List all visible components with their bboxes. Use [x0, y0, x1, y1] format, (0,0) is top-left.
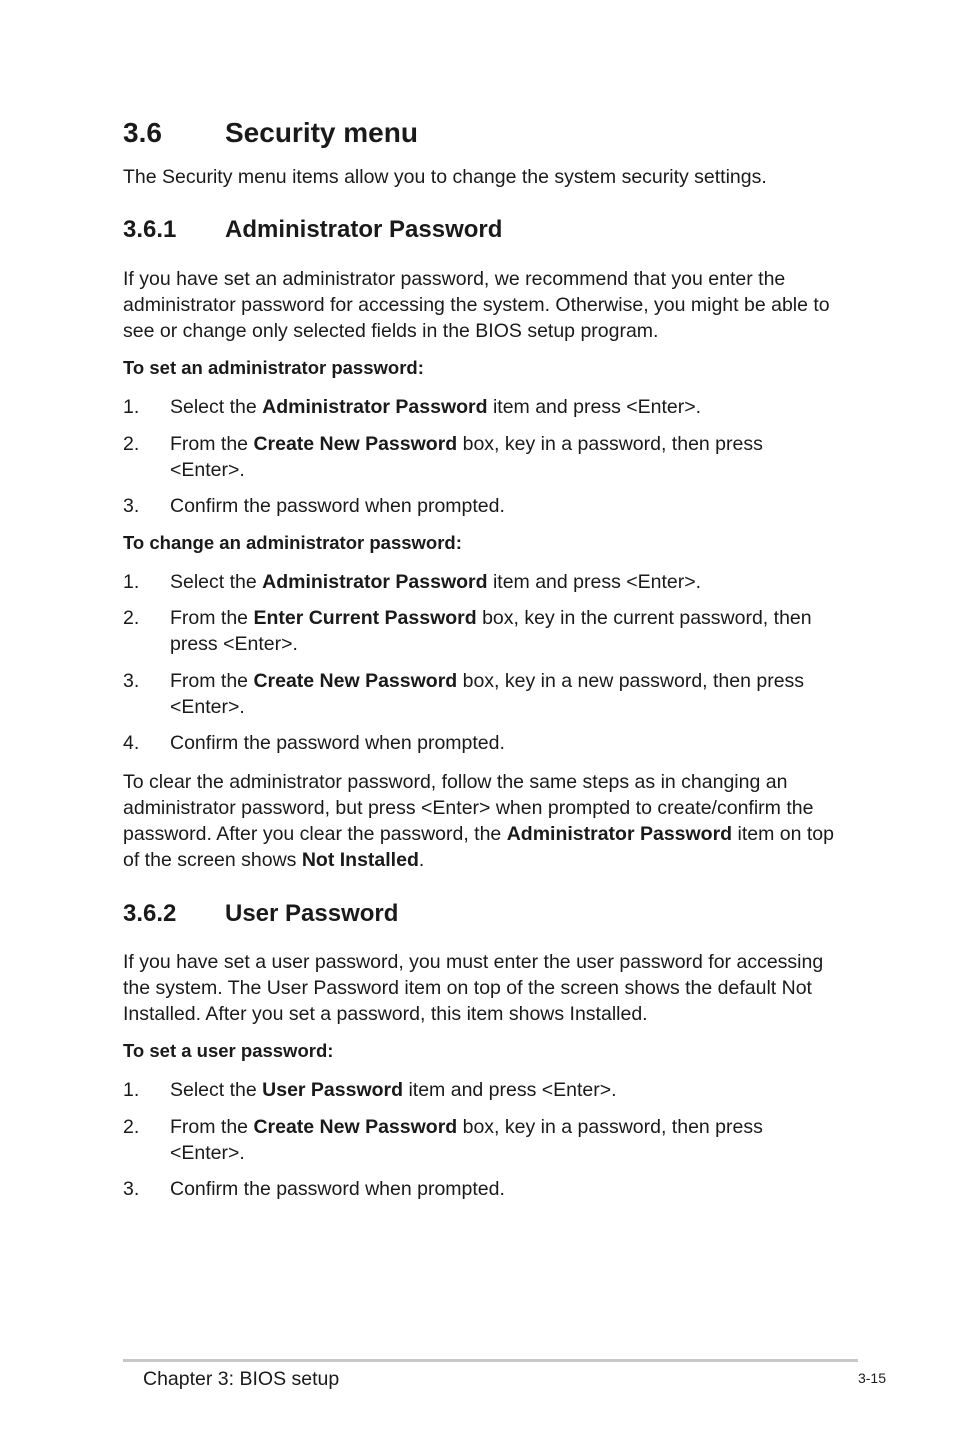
- admin-number: 3.6.1: [123, 216, 177, 243]
- admin-change-step-2: [123, 605, 843, 657]
- section-intro: The Security menu items allow you to change the system security settings.: [123, 166, 767, 188]
- footer-divider: [123, 1359, 858, 1362]
- step-text: From the Create New Password box, key in a password, then press <Enter>.: [170, 1116, 763, 1164]
- step-text: Select the Administrator Password item and press <Enter>.: [170, 396, 702, 418]
- admin-set-label: To set an administrator password:: [123, 357, 424, 378]
- step-text: Confirm the password when prompted.: [170, 495, 505, 517]
- admin-change-step-4: [123, 730, 843, 756]
- step-number: 2.: [123, 1116, 140, 1138]
- section-title: Security menu: [225, 117, 418, 148]
- step-text: From the Create New Password box, key in a new password, then press <Enter>.: [170, 670, 805, 718]
- user-title: User Password: [225, 900, 399, 927]
- user-number: 3.6.2: [123, 900, 177, 927]
- step-number: 1.: [123, 396, 140, 418]
- footer-page-number: 3-15: [857, 1370, 886, 1386]
- step-number: 1.: [123, 1079, 140, 1101]
- user-heading: [123, 898, 398, 930]
- section-heading: [123, 113, 418, 153]
- admin-heading: [123, 214, 502, 246]
- step-text: Select the Administrator Password item and press <Enter>.: [170, 571, 702, 593]
- admin-clear-paragraph: To clear the administrator password, follow the same steps as in changing an administrator password, but press <Enter> when prompted to create/confirm the password. After you clear the password, the Administrator Password item on top of the screen shows Not Installed.: [123, 771, 834, 871]
- user-set-step-2: [123, 1114, 843, 1166]
- admin-set-step-1: [123, 394, 843, 420]
- step-number: 3.: [123, 1178, 140, 1200]
- admin-title: Administrator Password: [225, 216, 503, 243]
- section-number: 3.6: [123, 117, 162, 148]
- step-text: Confirm the password when prompted.: [170, 1178, 505, 1200]
- step-number: 4.: [123, 732, 140, 754]
- user-set-step-1: [123, 1077, 843, 1103]
- step-number: 2.: [123, 433, 140, 455]
- step-text: Confirm the password when prompted.: [170, 732, 505, 754]
- user-set-step-3: [123, 1176, 843, 1202]
- step-text: Select the User Password item and press <Enter>.: [170, 1079, 617, 1101]
- step-number: 2.: [123, 607, 140, 629]
- step-number: 3.: [123, 670, 140, 692]
- admin-change-step-3: [123, 668, 843, 720]
- footer-chapter: Chapter 3: BIOS setup: [143, 1368, 340, 1390]
- step-number: 1.: [123, 571, 140, 593]
- user-intro: If you have set a user password, you must enter the user password for accessing the system. The User Password item on top of the screen shows the default Not Installed. After you set a password, this item shows Installed.: [123, 951, 824, 1025]
- admin-set-step-2: [123, 431, 843, 483]
- admin-change-label: To change an administrator password:: [123, 532, 462, 553]
- admin-change-step-1: [123, 569, 843, 595]
- admin-set-step-3: [123, 493, 843, 519]
- step-number: 3.: [123, 495, 140, 517]
- step-text: From the Create New Password box, key in a password, then press <Enter>.: [170, 433, 763, 481]
- user-set-label: To set a user password:: [123, 1040, 334, 1061]
- admin-intro: If you have set an administrator password, we recommend that you enter the administrator password for accessing the system. Otherwise, you might be able to see or change only selected fields in the BIOS setup program.: [123, 268, 830, 342]
- step-text: From the Enter Current Password box, key in the current password, then press <Enter>.: [170, 607, 812, 655]
